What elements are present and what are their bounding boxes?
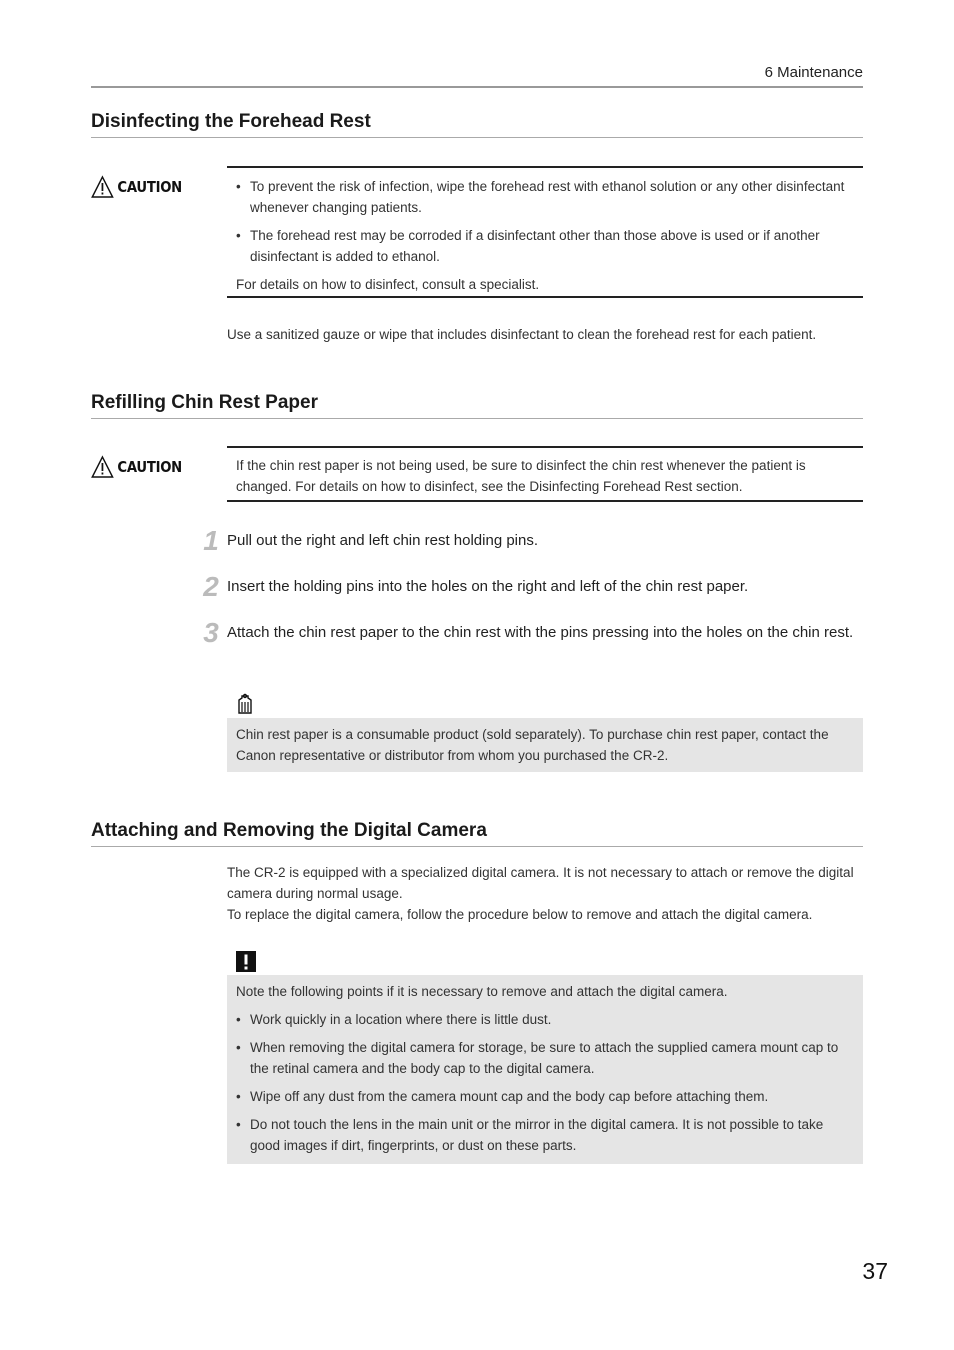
warning-triangle-icon <box>91 175 114 199</box>
important-bullet: • Wipe off any dust from the camera mount cap and the body cap before attaching them. <box>236 1086 854 1107</box>
memo-icon <box>235 693 255 720</box>
caution-box-forehead <box>227 166 863 298</box>
exclamation-icon <box>236 951 256 978</box>
step-1 <box>195 527 863 555</box>
section-rule <box>91 846 863 847</box>
important-bullet: • When removing the digital camera for storage, be sure to attach the supplied camera mount cap to the retinal camera and the body cap to the digital camera. <box>236 1037 854 1079</box>
section-rule <box>91 137 863 138</box>
section-title-chin-rest: Refilling Chin Rest Paper <box>91 392 318 413</box>
caution-text: If the chin rest paper is not being used, be sure to disinfect the chin rest whenever the patient is changed. For details on how to disinfect, see the Disinfecting Forehead Rest section. <box>236 458 806 494</box>
section-rule <box>91 418 863 419</box>
caution-label <box>91 455 182 479</box>
caution-box-chin-rest <box>227 446 863 502</box>
important-box-camera <box>227 975 863 1164</box>
important-intro: Note the following points if it is necessary to remove and attach the digital camera. <box>236 984 728 999</box>
caution-bullet: • To prevent the risk of infection, wipe the forehead rest with ethanol solution or any other disinfectant whenever changing patients. <box>236 176 855 218</box>
caution-label-text: CAUTION <box>117 178 182 196</box>
step-number: 1 <box>203 525 219 556</box>
header-rule <box>91 86 863 88</box>
step-2 <box>195 573 863 601</box>
chapter-header: 6 Maintenance <box>764 64 863 81</box>
caution-label <box>91 175 182 199</box>
step-3 <box>195 619 863 647</box>
caution-label-text: CAUTION <box>117 458 182 476</box>
section-title-forehead: Disinfecting the Forehead Rest <box>91 111 371 132</box>
section-title-digital-camera: Attaching and Removing the Digital Camera <box>91 820 487 841</box>
page-number: 37 <box>862 1258 888 1284</box>
camera-body-line: To replace the digital camera, follow the procedure below to remove and attach the digital camera. <box>227 907 813 922</box>
note-box-chin-rest <box>227 718 863 772</box>
note-text: Chin rest paper is a consumable product (sold separately). To purchase chin rest paper, contact the Canon representative or distributor from whom you purchased the CR-2. <box>236 727 829 763</box>
warning-triangle-icon <box>91 455 114 479</box>
caution-bullet: • The forehead rest may be corroded if a disinfectant other than those above is used or if another disinfectant is added to ethanol. <box>236 225 855 267</box>
step-text: Insert the holding pins into the holes on the right and left of the chin rest paper. <box>227 578 749 595</box>
caution-footer: For details on how to disinfect, consult a specialist. <box>236 277 540 292</box>
forehead-body-text: Use a sanitized gauze or wipe that includes disinfectant to clean the forehead rest for each patient. <box>227 327 817 342</box>
camera-body-text <box>227 862 863 925</box>
step-text: Pull out the right and left chin rest holding pins. <box>227 532 539 549</box>
step-text: Attach the chin rest paper to the chin rest with the pins pressing into the holes on the chin rest. <box>227 624 854 641</box>
step-number: 3 <box>203 617 219 648</box>
step-number: 2 <box>203 571 219 602</box>
important-bullet: • Do not touch the lens in the main unit or the mirror in the digital camera. It is not possible to take good images if dirt, fingerprints, or dust on these parts. <box>236 1114 854 1156</box>
camera-body-line: The CR-2 is equipped with a specialized digital camera. It is not necessary to attach or remove the digital camera during normal usage. <box>227 865 854 901</box>
important-bullet: • Work quickly in a location where there is little dust. <box>236 1009 854 1030</box>
